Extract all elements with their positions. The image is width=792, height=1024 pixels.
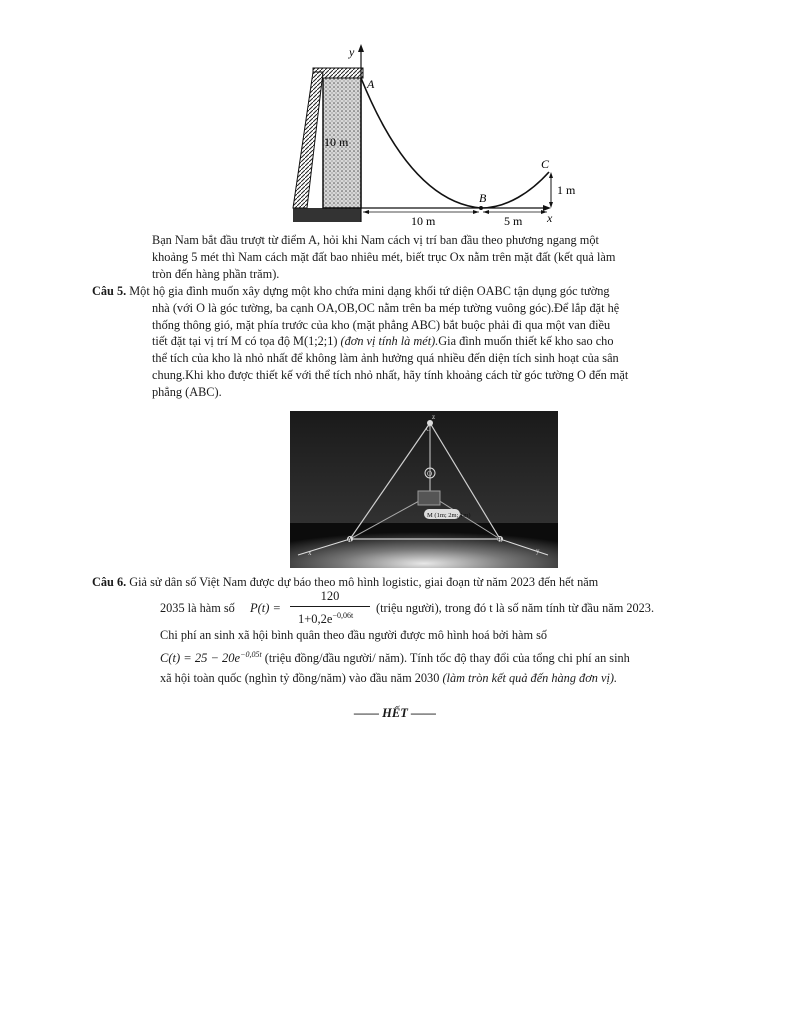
point-B: [479, 206, 483, 210]
formula-P-den-base: 1+0,2e: [298, 612, 333, 627]
ground-block: [293, 208, 361, 222]
y-axis-arrow: [358, 44, 364, 52]
label-dist-10m: 10 m: [411, 214, 436, 228]
slide-diagram: [285, 42, 595, 228]
ladder: [293, 72, 323, 208]
question-5-label: Câu 5.: [92, 284, 127, 298]
text-line: thể tích của kho là nhỏ nhất để không làm ảnh hưởng quá nhiều đến diện tích sinh hoạt của sân: [152, 351, 619, 366]
text-segment: tiết đặt tại vị trí M có tọa độ M(1;2;1): [152, 334, 338, 349]
storage-photo: [290, 411, 558, 568]
slide-curve: [361, 78, 549, 208]
text-segment-italic: (làm tròn kết quả đến hàng đơn vị).: [442, 670, 618, 685]
text-line: phẳng (ABC).: [152, 384, 222, 399]
formula-P-lhs: P(t) =: [250, 601, 281, 615]
dim-arrow: [549, 202, 553, 208]
dim-arrow: [483, 210, 489, 214]
label-O: O: [427, 470, 433, 478]
label-x: x: [308, 549, 312, 557]
label-B: B: [497, 536, 502, 544]
text-line: thống thông gió, mặt phía trước của kho (mặt phẳng ABC) bắt buộc phải đi qua một van điều: [152, 317, 611, 332]
label-C: C: [426, 425, 431, 433]
text-segment: xã hội toàn quốc (nghìn tỷ đồng/năm) vào đầu năm 2030: [160, 670, 440, 685]
label-C: C: [541, 157, 550, 171]
formula-C-exponent: −0,05t: [240, 649, 262, 659]
text-line: [152, 670, 700, 687]
text-line: nhà (với O là góc tường, ba cạnh OA,OB,OC nằm trên ba mép tường vuông góc).Để lắp đặt hệ: [152, 300, 620, 315]
vent-box: [418, 491, 440, 505]
label-A: A: [347, 536, 353, 544]
storage-photo-drawing: [290, 411, 558, 568]
label-y: y: [536, 547, 540, 555]
label-dist-5m: 5 m: [504, 214, 523, 228]
formula-P-line: [152, 586, 700, 626]
text-line: Chi phí an sinh xã hội bình quân theo đầu người được mô hình hoá bởi hàm số: [160, 628, 548, 642]
text-line: Một hộ gia đình muốn xây dựng một kho chứa mini dạng khối tứ diện OABC tận dụng góc tường: [129, 284, 610, 298]
text-segment: (triệu người), trong đó t là số năm tính từ đầu năm 2023.: [376, 601, 655, 615]
fraction-bar: [290, 606, 370, 607]
question-6-body: [152, 627, 700, 686]
label-B: B: [479, 191, 487, 205]
text-line: khoảng 5 mét thì Nam cách mặt đất bao nhiêu mét, biết trục Ox nằm trên mặt đất (kết quả làm: [152, 249, 616, 264]
question-6-label: Câu 6.: [92, 575, 127, 589]
dim-arrow: [549, 172, 553, 178]
end-mark: —— HẾT ——: [354, 706, 436, 720]
text-line: [92, 333, 700, 350]
text-segment-italic: (đơn vị tính là mét).: [340, 334, 439, 349]
formula-P-exponent: −0,06t: [332, 611, 354, 620]
question-5: [92, 283, 700, 401]
text-line: [152, 647, 700, 667]
dim-arrow: [473, 210, 479, 214]
text-line: Bạn Nam bắt đầu trượt từ điểm A, hỏi khi Nam cách vị trí ban đầu theo phương ngang một: [152, 233, 599, 247]
text-segment: (triệu đồng/đầu người/ năm). Tính tốc độ thay đổi của tổng chi phí an sinh: [264, 650, 630, 665]
text-line: Giả sử dân số Việt Nam được dự báo theo mô hình logistic, giai đoạn từ năm 2023 đến hết năm: [129, 575, 599, 589]
text-segment: 2035 là hàm số: [160, 601, 235, 615]
text-segment: Gia đình muốn thiết kế kho sao cho: [438, 334, 614, 349]
label-height: 10 m: [324, 135, 349, 149]
formula-P-numerator: 120: [320, 589, 340, 603]
text-line: tròn đến hàng phần trăm).: [152, 266, 280, 281]
formula-C: C(t) = 25 − 20e: [160, 650, 241, 665]
label-rise-1m: 1 m: [557, 183, 576, 197]
prev-question-tail: [152, 232, 700, 282]
dim-arrow: [363, 210, 369, 214]
label-A: A: [367, 77, 375, 91]
label-M: M (1m; 2m; 1m): [427, 512, 471, 519]
y-axis-label: y: [349, 45, 355, 59]
label-z: z: [432, 413, 436, 421]
x-axis-label: x: [547, 211, 553, 225]
text-line: chung.Khi kho được thiết kế với thể tích nhỏ nhất, hãy tính khoảng cách từ góc tường O đến mặt: [152, 367, 629, 382]
formula-P-denominator: [298, 608, 353, 628]
